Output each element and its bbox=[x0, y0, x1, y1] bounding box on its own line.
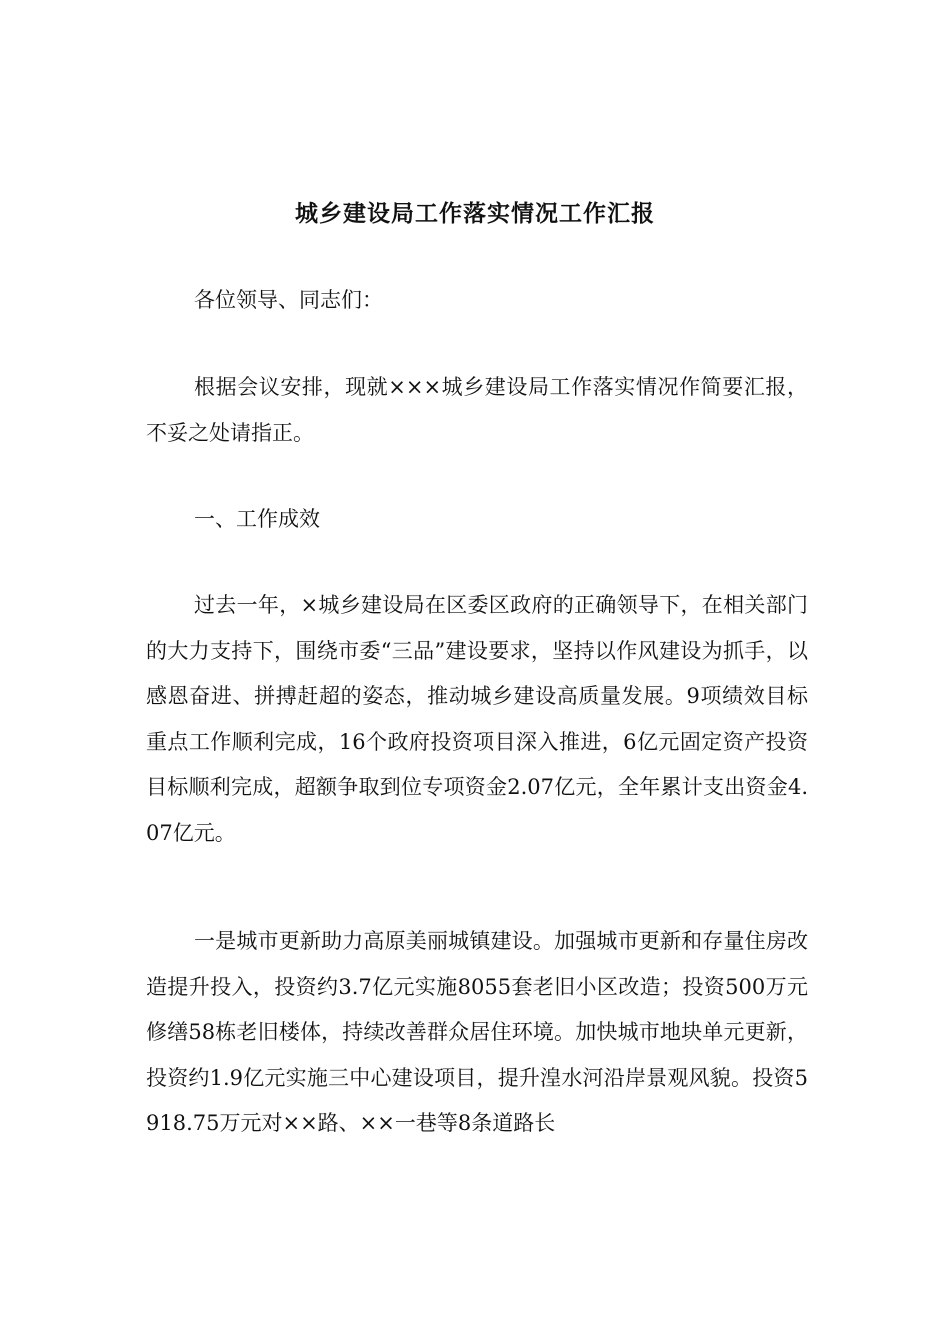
item1-paragraph: 一是城市更新助力高原美丽城镇建设。加强城市更新和存量住房改造提升投入，投资约3.7亿元实施8055套老旧小区改造；投资500万元修缮58栋老旧楼体，持续改善群众居住环境。加快城市地块单元更新，投资约1.9亿元实施三中心建设项目，提升湟水河沿岸景观风貌。投资5918.75万元对××路、××一巷等8条道路长 bbox=[146, 929, 808, 1135]
greeting-paragraph: 各位领导、同志们： bbox=[194, 288, 383, 312]
intro-paragraph: 根据会议安排，现就×××城乡建设局工作落实情况作简要汇报，不妥之处请指正。 bbox=[146, 375, 808, 445]
summary-paragraph: 过去一年，×城乡建设局在区委区政府的正确领导下，在相关部门的大力支持下，围绕市委“三品”建设要求，坚持以作风建设为抓手，以感恩奋进、拼搏赶超的姿态，推动城乡建设高质量发展。9项绩效目标重点工作顺利完成，16个政府投资项目深入推进，6亿元固定资产投资目标顺利完成，超额争取到位专项资金2.07亿元，全年累计支出资金4.07亿元。 bbox=[146, 593, 808, 845]
section-heading: 一、工作成效 bbox=[194, 507, 320, 531]
document-title: 城乡建设局工作落实情况工作汇报 bbox=[295, 200, 655, 227]
